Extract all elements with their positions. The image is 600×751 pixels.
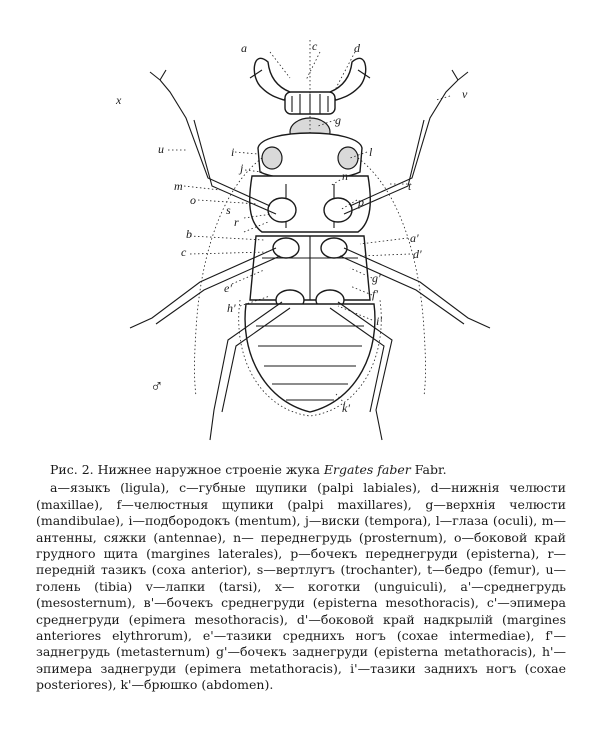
label-i-prime: i' — [376, 314, 382, 328]
label-e-prime: e' — [224, 281, 232, 295]
label-g-prime: g' — [372, 271, 381, 285]
thorax — [250, 236, 370, 310]
label-m: m — [174, 179, 183, 193]
label-o: o — [190, 193, 196, 207]
caption-title-suffix: Fabr. — [410, 462, 447, 477]
label-l: l — [369, 145, 373, 159]
label-j: j — [240, 161, 244, 175]
caption-legend: а—языкъ (ligula), с—губные щупики (palpi labiales), d—нижнія челюсти (maxillae), f—челюстныя щупики (palpi maxillares), g—верхнія челюсти (mandibulae), i—подбородокъ (mentum), j—виски (tempora), l—глаза (oculi), m—антенны, сяжки (antennae), n— переднегрудь (prosternum), o—боковой край грудного щита (margines laterales), p—бочекъ переднегруди (episterna), r—передній тазикъ (coxa anterior), s—вертлугъ (trochanter), t—бедро (femur), u—голень (tibia) v—лапки (tarsi), x— коготки (unguiculi), a'—среднегрудь (mesosternum), в'—бочекъ среднегруди (episterna mesothoracis), c'—эпимера среднегруди (epimera mesothoracis), d'—боковой край надкрылій (margines anteriores elythrorum), e'—тазики среднихъ ногъ (coxae intermediae), f'—заднегрудь (metasternum) g'—бочекъ заднегруди (episterna metathoracis), h'—эпимера заднегруди (epimera metathoracis), i'—тазики заднихъ ногъ (coxae posteriores), k'—брюшко (abdomen). — [36, 480, 566, 693]
label-p: p — [358, 195, 364, 209]
label-c-small: c — [181, 245, 187, 259]
label-f-prime: f' — [372, 287, 378, 301]
label-b: b — [186, 227, 192, 241]
label-s: s — [226, 203, 231, 217]
label-r: r — [234, 215, 239, 229]
caption-title-prefix: Рис. 2. Нижнее наружное строеніе жука — [50, 462, 324, 477]
label-h-prime: h' — [227, 301, 236, 315]
label-d-prime: d' — [413, 247, 422, 261]
label-x: x — [116, 93, 122, 107]
label-n: n — [342, 169, 348, 183]
label-k-prime: k' — [342, 401, 350, 415]
label-v: v — [462, 87, 468, 101]
label-c: c — [312, 39, 318, 53]
label-a-prime: a' — [410, 231, 419, 245]
caption-title — [36, 462, 566, 478]
figure-caption — [36, 462, 566, 694]
caption-species-name: Ergates faber — [323, 462, 411, 477]
label-g: g — [335, 113, 341, 127]
label-i: i — [231, 145, 235, 159]
label-a: a — [241, 41, 247, 55]
male-symbol: ♂ — [150, 376, 164, 396]
label-d: d — [354, 41, 360, 55]
prothorax — [250, 176, 371, 232]
label-u: u — [158, 142, 164, 156]
label-t: t — [408, 179, 412, 193]
